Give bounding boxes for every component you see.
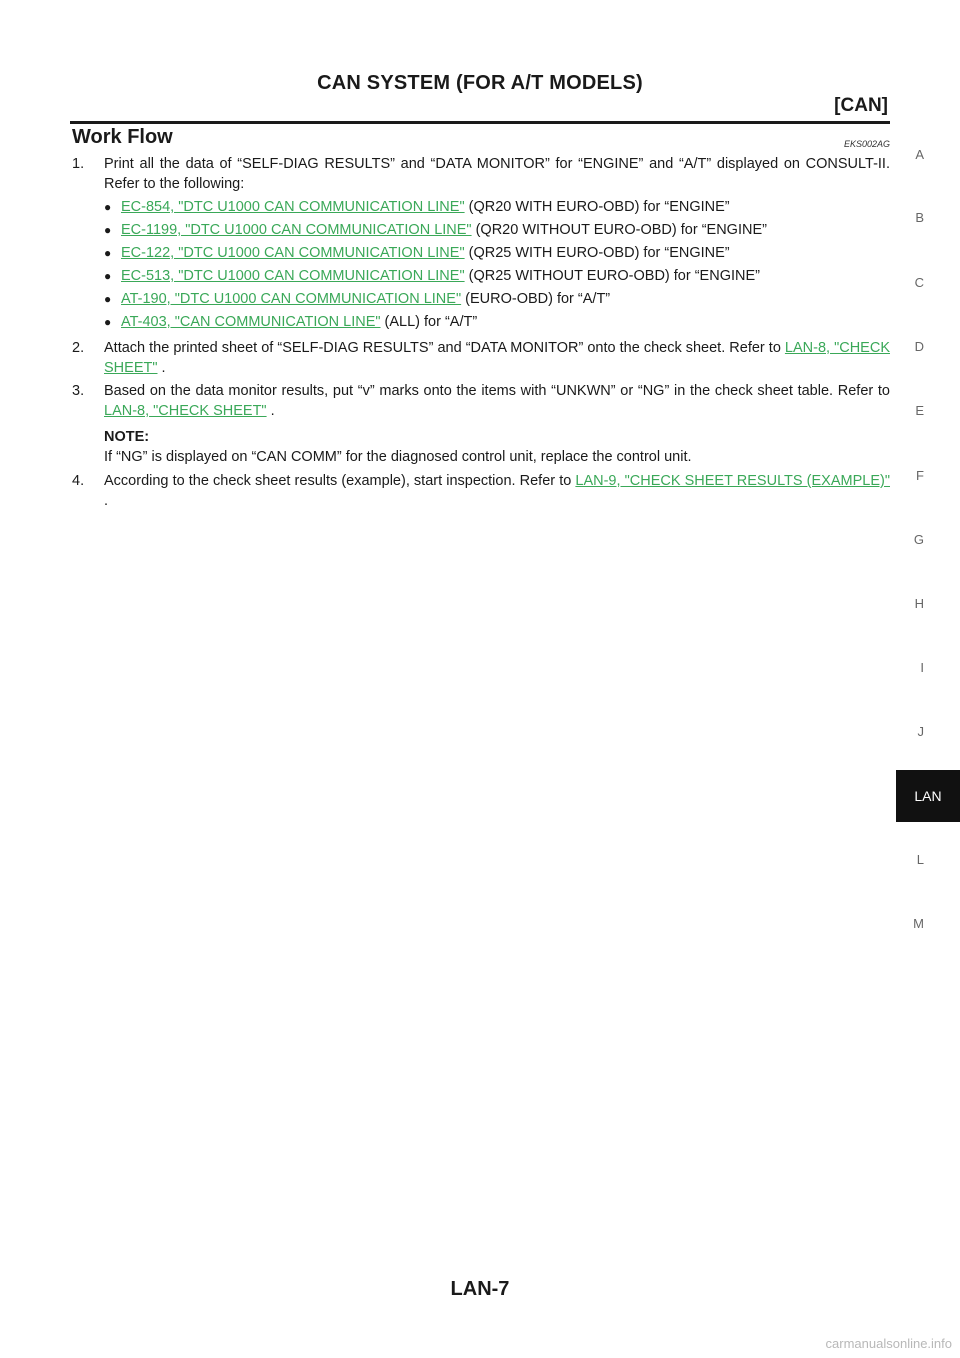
step-body: [104, 338, 890, 378]
work-flow-content: [72, 154, 890, 514]
side-index-letter[interactable]: M: [913, 916, 924, 931]
list-item: [104, 312, 890, 335]
step-tail: .: [266, 403, 275, 419]
list-item: [104, 243, 890, 266]
side-index-letter[interactable]: F: [916, 468, 924, 483]
side-index-letter[interactable]: E: [915, 403, 924, 418]
bullet-dot-icon: ●: [104, 315, 112, 329]
reference-list: [104, 197, 890, 335]
side-index-letter[interactable]: D: [914, 339, 924, 354]
watermark: carmanualsonline.info: [825, 1336, 952, 1351]
step-text: Based on the data monitor results, put “v” marks onto the items with “UNKWN” or “NG” in the check sheet table. Refer to: [104, 383, 890, 399]
reference-link[interactable]: EC-854, "DTC U1000 CAN COMMUNICATION LINE": [121, 199, 465, 215]
reference-link[interactable]: EC-1199, "DTC U1000 CAN COMMUNICATION LINE": [121, 222, 472, 238]
step-number: 4.: [72, 473, 85, 489]
bullet-dot-icon: ●: [104, 246, 112, 260]
step-text: Attach the printed sheet of “SELF-DIAG RESULTS” and “DATA MONITOR” onto the check sheet. Refer to: [104, 340, 785, 356]
active-section-tab[interactable]: LAN: [896, 770, 960, 822]
note-label: NOTE:: [104, 429, 150, 445]
step-1: [72, 154, 890, 335]
step-number: 3.: [72, 383, 85, 399]
step-2: [72, 338, 890, 378]
side-index-letter[interactable]: L: [916, 852, 924, 867]
reference-link[interactable]: LAN-8, "CHECK SHEET": [104, 340, 890, 376]
step-tail: .: [104, 493, 109, 509]
reference-link[interactable]: LAN-9, "CHECK SHEET RESULTS (EXAMPLE)": [575, 473, 890, 489]
step-body: [104, 471, 890, 511]
side-index-letter[interactable]: A: [915, 147, 924, 162]
reference-text: (ALL) for “A/T”: [380, 314, 478, 330]
step-tail: .: [157, 360, 166, 376]
reference-link[interactable]: LAN-8, "CHECK SHEET": [104, 403, 267, 419]
step-4: [72, 471, 890, 511]
bullet-dot-icon: ●: [104, 269, 112, 283]
step-text: According to the check sheet results (example), start inspection. Refer to: [104, 473, 576, 489]
step-text: Print all the data of “SELF-DIAG RESULTS” and “DATA MONITOR” for “ENGINE” and “A/T” displayed on CONSULT-II. Refer to the following:: [104, 156, 890, 192]
reference-text: (QR25 WITHOUT EURO-OBD) for “ENGINE”: [464, 268, 760, 284]
list-item: [104, 266, 890, 289]
step-body: [104, 381, 890, 467]
side-index-letter[interactable]: B: [915, 210, 924, 225]
reference-text: (QR25 WITH EURO-OBD) for “ENGINE”: [464, 245, 730, 261]
list-item: [104, 197, 890, 220]
bullet-dot-icon: ●: [104, 223, 112, 237]
step-number: 2.: [72, 340, 85, 356]
section-title: Work Flow: [72, 126, 173, 148]
step-3: [72, 381, 890, 467]
page-header-section: [CAN]: [834, 95, 888, 116]
page-header-title: CAN SYSTEM (FOR A/T MODELS): [317, 72, 643, 94]
section-code: EKS002AG: [843, 139, 890, 149]
reference-text: (QR20 WITH EURO-OBD) for “ENGINE”: [464, 199, 730, 215]
side-index-letter[interactable]: C: [914, 275, 924, 290]
side-index-letter[interactable]: I: [920, 660, 924, 675]
bullet-dot-icon: ●: [104, 200, 112, 214]
page-number: LAN-7: [450, 1278, 510, 1300]
step-body: [104, 154, 890, 335]
list-item: [104, 289, 890, 312]
step-number: 1.: [72, 156, 85, 172]
reference-link[interactable]: EC-122, "DTC U1000 CAN COMMUNICATION LINE": [121, 245, 465, 261]
note-text: If “NG” is displayed on “CAN COMM” for the diagnosed control unit, replace the control unit.: [104, 449, 692, 465]
side-index-letter[interactable]: G: [913, 532, 924, 547]
list-item: [104, 220, 890, 243]
side-index-letter[interactable]: J: [917, 724, 924, 739]
reference-link[interactable]: AT-403, "CAN COMMUNICATION LINE": [121, 314, 381, 330]
reference-text: (QR20 WITHOUT EURO-OBD) for “ENGINE”: [471, 222, 767, 238]
reference-link[interactable]: AT-190, "DTC U1000 CAN COMMUNICATION LINE": [121, 291, 462, 307]
reference-text: (EURO-OBD) for “A/T”: [461, 291, 611, 307]
side-index-letter[interactable]: H: [914, 596, 924, 611]
bullet-dot-icon: ●: [104, 292, 112, 306]
header-rule: [70, 121, 890, 124]
reference-link[interactable]: EC-513, "DTC U1000 CAN COMMUNICATION LINE": [121, 268, 465, 284]
